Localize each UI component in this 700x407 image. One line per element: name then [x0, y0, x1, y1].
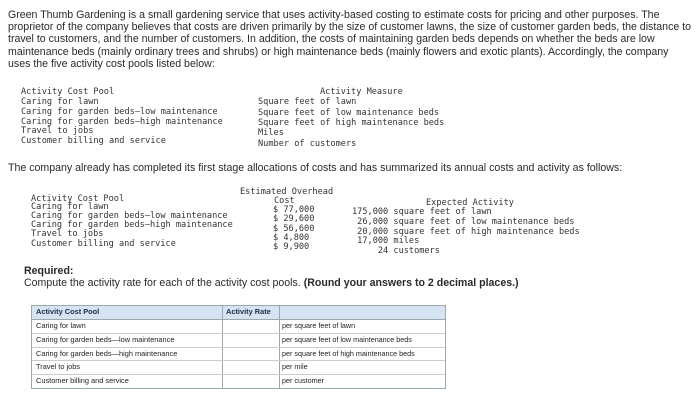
costs-row-activity: 24 customers [352, 246, 440, 256]
costs-row-cost: $ 4,800 [273, 233, 310, 243]
activity-rate-input[interactable] [226, 375, 279, 388]
pools-row-pool: Customer billing and service [21, 136, 166, 146]
activity-rate-input-cell[interactable] [223, 334, 280, 347]
activity-rate-input-cell[interactable] [223, 348, 280, 361]
pools-row-pool: Caring for lawn [21, 97, 99, 107]
activity-rate-input[interactable] [226, 320, 279, 333]
table-row [32, 334, 445, 348]
answer-table [31, 305, 446, 389]
required-label: Required: [24, 265, 74, 277]
costs-row-pool: Customer billing and service [31, 239, 176, 249]
costs-row-cost: $ 9,900 [273, 242, 310, 252]
table-row [32, 361, 445, 375]
pools-header-measure: Activity Measure [320, 87, 403, 97]
activity-rate-input[interactable] [226, 334, 279, 347]
answer-row-unit: per square feet of high maintenance beds [282, 348, 415, 358]
activity-rate-input[interactable] [226, 348, 279, 361]
costs-row-activity: 17,000 miles [352, 236, 420, 246]
costs-row-pool: Caring for garden beds–high maintenance [31, 220, 233, 230]
table-row [32, 320, 445, 334]
activity-rate-input[interactable] [226, 361, 279, 374]
table-row [32, 375, 445, 388]
answer-header-pool: Activity Cost Pool [32, 306, 223, 319]
answer-row-pool: Travel to jobs [32, 361, 223, 374]
answer-row-pool: Customer billing and service [32, 375, 223, 388]
activity-rate-input-cell[interactable] [223, 375, 280, 388]
answer-table-header [32, 306, 445, 320]
costs-header-activity: Expected Activity [426, 198, 514, 208]
answer-header-unit [280, 306, 445, 319]
pools-header-pool: Activity Cost Pool [21, 87, 115, 97]
pools-row-pool: Travel to jobs [21, 126, 94, 136]
table-row [32, 348, 445, 362]
activity-rate-input-cell[interactable] [223, 361, 280, 374]
costs-header-pool: Activity Cost Pool [31, 194, 125, 204]
pools-row-measure: Number of customers [258, 139, 357, 149]
costs-row-activity: 20,000 square feet of high maintenance beds [352, 227, 580, 237]
pools-row-measure: Square feet of high maintenance beds [258, 118, 445, 128]
pools-row-measure: Square feet of low maintenance beds [258, 108, 440, 118]
costs-header-cost-line1: Estimated Overhead [240, 187, 334, 197]
costs-row-pool: Caring for lawn [31, 202, 109, 212]
costs-row-pool: Travel to jobs [31, 229, 104, 239]
answer-row-pool: Caring for lawn [32, 320, 223, 333]
answer-row-unit: per customer [282, 376, 324, 386]
answer-row-pool: Caring for garden beds—low maintenance [32, 334, 223, 347]
pools-row-measure: Square feet of lawn [258, 97, 357, 107]
middle-text: The company already has completed its first stage allocations of costs and has summarized its annual costs and activity as follows: [8, 162, 623, 174]
answer-header-rate: Activity Rate [223, 306, 280, 319]
costs-row-activity: 26,000 square feet of low maintenance beds [352, 217, 575, 227]
answer-row-unit: per square feet of lawn [282, 321, 356, 330]
required-instruction [24, 277, 519, 289]
answer-row-unit: per mile [282, 362, 308, 372]
costs-row-cost: $ 29,600 [273, 214, 315, 224]
intro-paragraph: Green Thumb Gardening is a small gardening service that uses activity-based costing to estimate costs for pricing and other purposes. The proprietor of the company believes that costs are driven primarily by the size of customer lawns, the size of customer garden beds, the distance to travel to customers, and the number of customers. In addition, the costs of maintaining garden beds depends on whether the beds are low maintenance beds (mainly ordinary trees and shrubs) or high maintenance beds (mainly flowers and exotic plants). Accordingly, the company uses the five activity cost pools listed below: [8, 9, 692, 70]
costs-row-pool: Caring for garden beds–low maintenance [31, 211, 228, 221]
answer-row-unit: per square feet of low maintenance beds [282, 334, 412, 344]
required-rounding-note: (Round your answers to 2 decimal places.) [303, 277, 519, 289]
answer-row-pool: Caring for garden beds—high maintenance [32, 348, 223, 361]
required-text: Compute the activity rate for each of the activity cost pools. [24, 277, 301, 289]
costs-row-activity: 175,000 square feet of lawn [352, 207, 492, 217]
costs-row-cost: $ 56,600 [273, 224, 315, 234]
pools-row-pool: Caring for garden beds–high maintenance [21, 117, 223, 127]
pools-row-measure: Miles [258, 128, 284, 138]
costs-row-cost: $ 77,000 [273, 205, 315, 215]
activity-rate-input-cell[interactable] [223, 320, 280, 333]
pools-row-pool: Caring for garden beds–low maintenance [21, 107, 218, 117]
costs-header-cost-line2: Cost [274, 196, 295, 206]
